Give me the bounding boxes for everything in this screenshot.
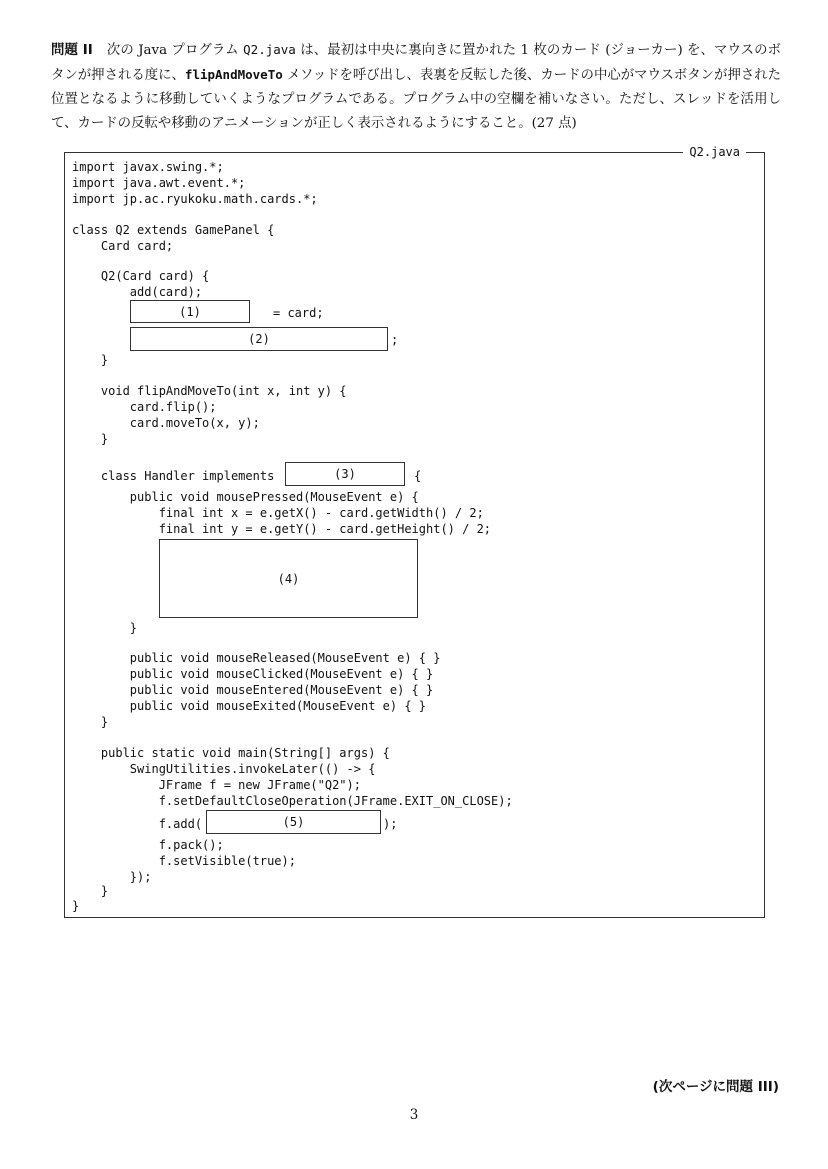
code-line: import java.awt.event.*; bbox=[72, 176, 246, 190]
code-line: JFrame f = new JFrame("Q2"); bbox=[72, 778, 361, 792]
code-line: card.moveTo(x, y); bbox=[72, 416, 260, 430]
question-method: flipAndMoveTo bbox=[184, 67, 283, 82]
code-line: import javax.swing.*; bbox=[72, 160, 224, 174]
code-line: = card; bbox=[273, 306, 324, 320]
code-line: final int x = e.getX() - card.getWidth() / 2; bbox=[72, 506, 484, 520]
question-part3: メソッドを呼び出し、表裏を反転した後、カードの中心がマウスボタンが押された位置となるように移動していくようなプログラムである。プログラム中の空欄を補いなさい。ただし、スレッドを活用して、カードの反転や移動のアニメーションが正しく表示されるようにすること。(27 点) bbox=[51, 68, 782, 131]
page-number: 3 bbox=[409, 1107, 419, 1123]
answer-blank-1[interactable]: (1) bbox=[130, 300, 250, 323]
code-line: public void mouseReleased(MouseEvent e) { } bbox=[72, 651, 441, 665]
question-part1: 次の Java プログラム bbox=[106, 43, 244, 58]
code-line: public static void main(String[] args) { bbox=[72, 746, 390, 760]
code-line: f.setDefaultCloseOperation(JFrame.EXIT_ON_CLOSE); bbox=[72, 794, 513, 808]
code-listing-title: Q2.java bbox=[683, 144, 746, 160]
code-line: }); bbox=[72, 870, 152, 884]
code-line: void flipAndMoveTo(int x, int y) { bbox=[72, 384, 347, 398]
code-line: public void mouseExited(MouseEvent e) { } bbox=[72, 699, 427, 713]
code-line: f.setVisible(true); bbox=[72, 854, 296, 868]
answer-blank-4[interactable]: (4) bbox=[159, 539, 418, 618]
question-label: 問題 II bbox=[51, 43, 93, 58]
code-line: } bbox=[72, 884, 109, 898]
code-line: ; bbox=[391, 333, 399, 347]
code-line: card.flip(); bbox=[72, 400, 217, 414]
code-line: public void mouseClicked(MouseEvent e) { } bbox=[72, 667, 434, 681]
code-line: } bbox=[72, 353, 109, 367]
code-line: } bbox=[72, 621, 138, 635]
answer-blank-5[interactable]: (5) bbox=[206, 810, 381, 834]
code-line: final int y = e.getY() - card.getHeight() / 2; bbox=[72, 522, 492, 536]
code-line: } bbox=[72, 432, 109, 446]
code-line: f.add( bbox=[72, 817, 203, 831]
code-line: class Q2 extends GamePanel { bbox=[72, 223, 275, 237]
code-line: f.pack(); bbox=[72, 838, 224, 852]
answer-blank-3[interactable]: (3) bbox=[285, 462, 405, 486]
code-line: { bbox=[414, 469, 422, 483]
answer-blank-2[interactable]: (2) bbox=[130, 327, 388, 351]
code-line: SwingUtilities.invokeLater(() -> { bbox=[72, 762, 376, 776]
code-line: import jp.ac.ryukoku.math.cards.*; bbox=[72, 192, 318, 206]
code-line: } bbox=[72, 899, 80, 913]
code-line: public void mouseEntered(MouseEvent e) { } bbox=[72, 683, 434, 697]
code-line: Card card; bbox=[72, 239, 174, 253]
code-line: class Handler implements bbox=[72, 469, 275, 483]
code-line: add(card); bbox=[72, 285, 203, 299]
question-filename: Q2.java bbox=[243, 42, 296, 57]
question-text bbox=[51, 38, 781, 136]
code-line: ); bbox=[383, 817, 398, 831]
code-line: Q2(Card card) { bbox=[72, 269, 210, 283]
next-page-note: (次ページに問題 III) bbox=[652, 1079, 779, 1095]
question-part2: は、最初は中央に裏向きに置かれた 1 枚のカード (ジョーカー) を、マウスのボタンが押される度に、 bbox=[51, 43, 781, 83]
code-line: public void mousePressed(MouseEvent e) { bbox=[72, 490, 419, 504]
code-line: } bbox=[72, 715, 109, 729]
